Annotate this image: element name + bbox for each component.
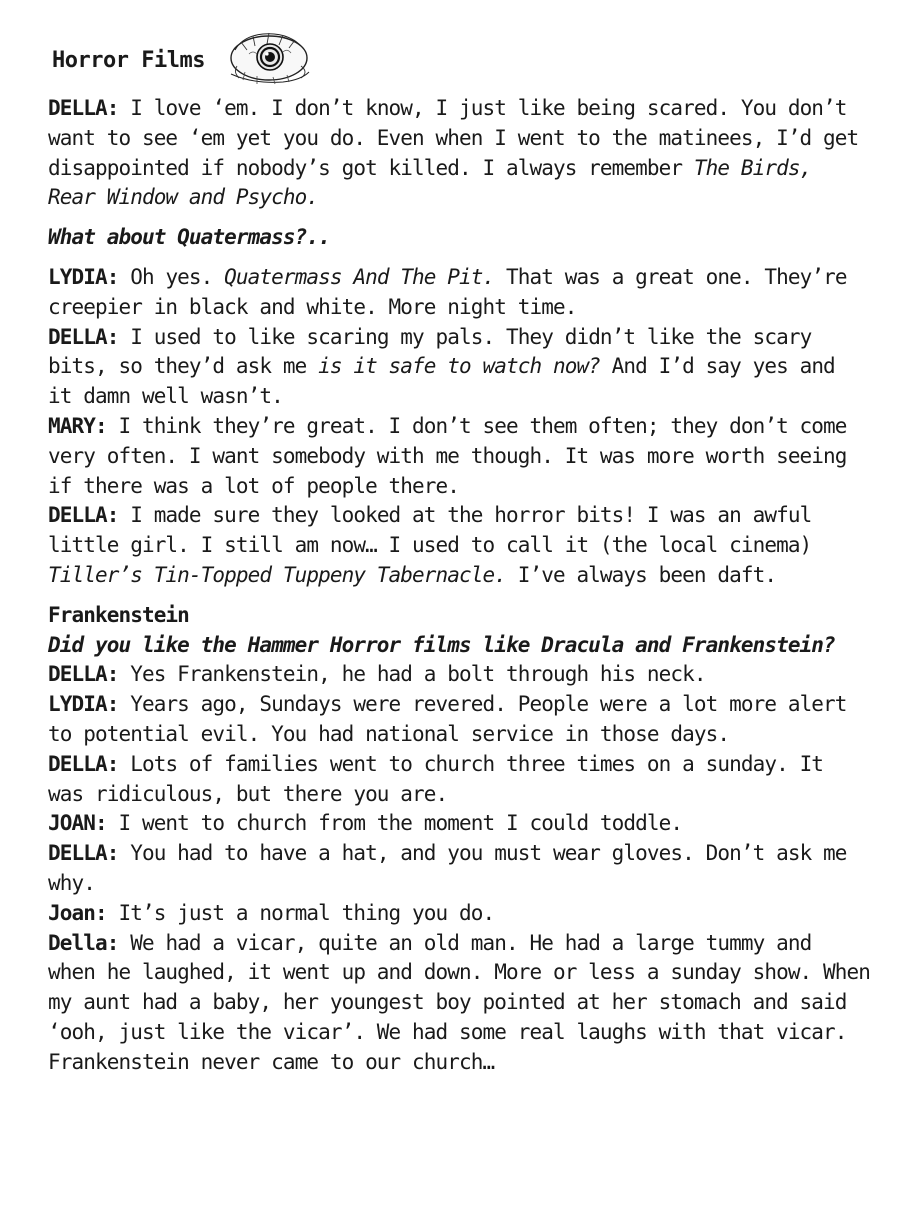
speaker-label: JOAN: — [48, 811, 107, 836]
paragraph — [48, 899, 870, 929]
film-titles: The Birds, Rear Window and Psycho. — [48, 155, 812, 210]
paragraph — [48, 809, 870, 839]
speaker-label: DELLA: — [48, 751, 119, 776]
eyeball-icon — [223, 28, 315, 86]
paragraph-text: Oh yes. — [118, 264, 225, 289]
paragraph-text: I used to like scaring my pals. They didn’t like the scary bits, so they’d ask me — [48, 324, 812, 379]
paragraph — [48, 839, 870, 899]
film-title: Quatermass And The Pit. — [224, 264, 495, 289]
paragraph — [48, 750, 870, 810]
paragraph-text: I think they’re great. I don’t see them often; they don’t come very often. I want somebody with me though. It was more worth seeing if there was a lot of people there. — [48, 413, 847, 498]
speaker-label: MARY: — [48, 413, 107, 438]
speaker-label: DELLA: — [48, 324, 119, 349]
paragraph — [48, 929, 870, 1078]
interviewer-question: What about Quatermass?.. — [48, 225, 330, 250]
paragraph — [48, 412, 870, 501]
speaker-label: DELLA: — [48, 503, 119, 528]
paragraph-text: You had to have a hat, and you must wear gloves. Don’t ask me why. — [48, 841, 847, 895]
speaker-label: DELLA: — [48, 841, 119, 866]
paragraph-text: Lots of families went to church three times on a sunday. It was ridiculous, but there you are. — [48, 751, 824, 806]
paragraph-text: That was a great one. They’re creepier in black and white. More night time. — [48, 264, 847, 319]
speaker-label: DELLA: — [48, 96, 119, 120]
page-title: Horror Films — [52, 48, 205, 74]
speaker-label: Della: — [48, 930, 119, 955]
paragraph-text: I made sure they looked at the horror bits! I was an awful little girl. I still am now… I used to call it (the local cinema) — [48, 503, 812, 558]
paragraph — [48, 263, 870, 323]
speaker-label: LYDIA: — [48, 264, 119, 289]
paragraph-text: And I’d say yes and it damn well wasn’t. — [48, 354, 835, 409]
paragraph — [48, 660, 870, 690]
paragraph — [48, 323, 870, 412]
paragraph-text: I went to church from the moment I could toddle. — [106, 811, 683, 836]
paragraph — [48, 690, 870, 750]
title-row — [48, 36, 870, 86]
paragraph-text: I love ‘em. I don’t know, I just like being scared. You don’t want to see ‘em yet you do. Even when I went to the matinees, I’d get disappointed if nobody’s got killed. I always remember — [48, 96, 859, 180]
interviewer-question: Did you like the Hammer Horror films like Dracula and Frankenstein? — [48, 632, 835, 657]
paragraph — [48, 94, 870, 213]
quoted-question: is it safe to watch now? — [318, 354, 600, 379]
speaker-label: LYDIA: — [48, 692, 119, 717]
speaker-label: Joan: — [48, 900, 107, 925]
paragraph-text: I’ve always been daft. — [505, 562, 777, 587]
paragraph-text: Yes Frankenstein, he had a bolt through his neck. — [118, 662, 706, 687]
cinema-nickname: Tiller’s Tin-Topped Tuppeny Tabernacle. — [48, 562, 506, 587]
paragraph-text: Years ago, Sundays were revered. People were a lot more alert to potential evil. You had national service in those days. — [48, 692, 847, 746]
paragraph-text: It’s just a normal thing you do. — [106, 900, 495, 925]
section-heading: Frankenstein — [48, 602, 189, 627]
paragraph — [48, 501, 870, 590]
speaker-label: DELLA: — [48, 662, 119, 687]
paragraph-text: We had a vicar, quite an old man. He had a large tummy and when he laughed, it went up and down. More or less a sunday show. When my aunt had a baby, her youngest boy pointed at her stomach and said ‘ooh, just like the vicar’. We had some real laughs with that vicar. Frankenstein never came to our church… — [48, 930, 871, 1074]
